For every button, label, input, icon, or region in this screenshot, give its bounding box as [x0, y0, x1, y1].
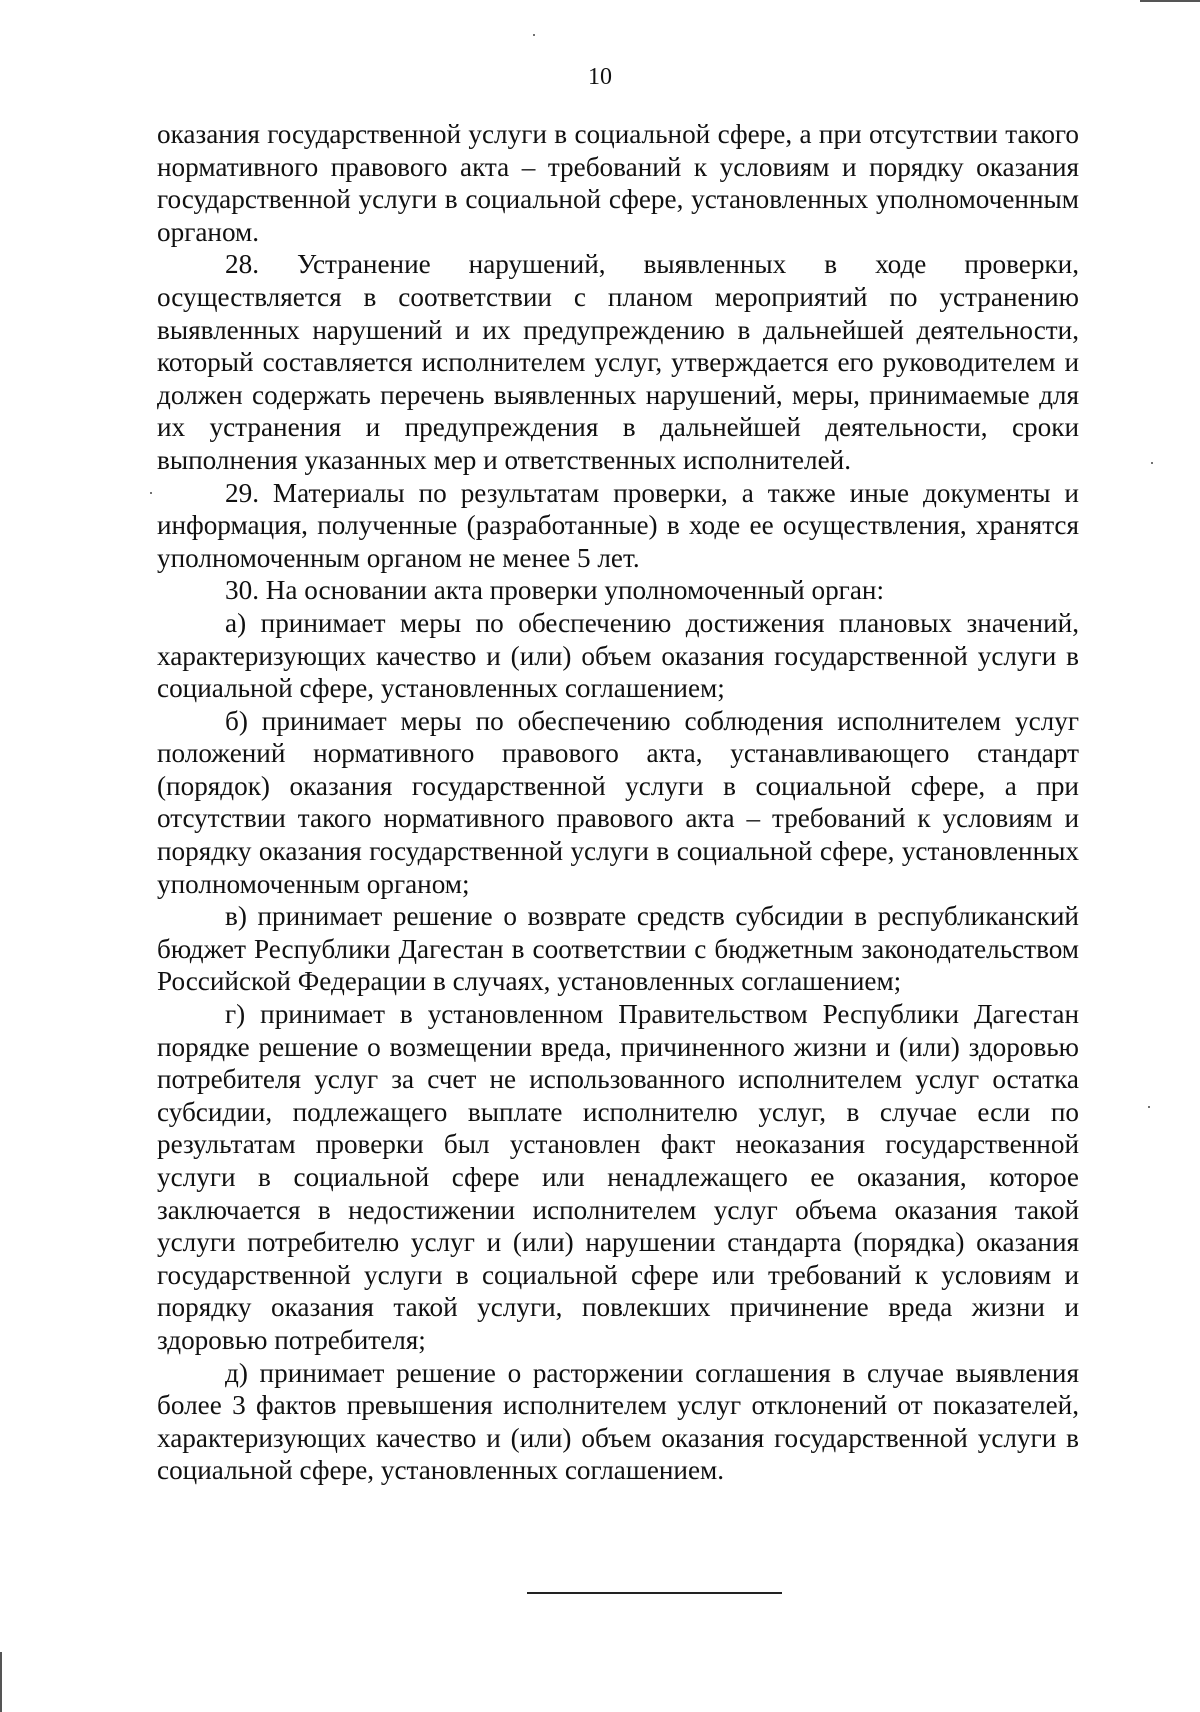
- paragraph-30-a: а) принимает меры по обеспечению достижения плановых значений, характеризующих качество и (или) объем оказания государственной услуги в социальной сфере, установленных соглашением;: [157, 607, 1079, 704]
- paragraph-29: 29. Материалы по результатам проверки, а также иные документы и информация, полученные (разработанные) в ходе ее осуществления, хранятся уполномоченным органом не менее 5 лет.: [157, 477, 1079, 573]
- paragraph-30-g: г) принимает в установленном Правительством Республики Дагестан порядке решение о возмещении вреда, причиненного жизни и (или) здоровью потребителя услуг за счет не использованного исполнителем услуг остатка субсидии, подлежащего выплате исполнителю услуг, в случае если по результатам проверки был установлен факт неоказания государственной услуги в социальной сфере или ненадлежащего ее оказания, которое заключается в недостижении исполнителем услуг объема оказания такой услуги потребителю услуг и (или) нарушении стандарта (порядка) оказания государственной услуги в социальной сфере или требований к условиям и порядку оказания такой услуги, повлекших причинение вреда жизни и здоровью потребителя;: [157, 999, 1079, 1355]
- scan-edge-mark: [0, 1652, 2, 1712]
- paragraph-30-b: б) принимает меры по обеспечению соблюдения исполнителем услуг положений нормативного правового акта, устанавливающего стандарт (порядок) оказания государственной услуги в социальной сфере, а при отсутствии такого нормативного правового акта – требований к условиям и порядку оказания государственной услуги в социальной сфере, установленных уполномоченным органом;: [157, 705, 1079, 899]
- paragraph-28: 28. Устранение нарушений, выявленных в ходе проверки, осуществляется в соответствии с планом мероприятий по устранению выявленных нарушений и их предупреждению в дальнейшей деятельности, который составляется исполнителем услуг, утверждается его руководителем и должен содержать перечень выявленных нарушений, меры, принимаемые для их устранения и предупреждения в дальнейшей деятельности, сроки выполнения указанных мер и ответственных исполнителей.: [157, 249, 1079, 475]
- scan-speck: [1148, 1106, 1150, 1108]
- scan-speck: [533, 34, 535, 36]
- page-number: 10: [588, 64, 612, 90]
- scan-edge-mark: [1140, 0, 1200, 2]
- paragraph-30: 30. На основании акта проверки уполномоченный орган:: [225, 575, 885, 606]
- paragraph-30-d: д) принимает решение о расторжении соглашения в случае выявления более 3 фактов превышения исполнителем услуг отклонений от показателей, характеризующих качество и (или) объем оказания государственной услуги в социальной сфере, установленных соглашением.: [157, 1357, 1079, 1486]
- end-of-text-rule: [527, 1592, 782, 1594]
- document-body: [157, 118, 1079, 1487]
- paragraph-30-v: в) принимает решение о возврате средств субсидии в республиканский бюджет Республики Дагестан в соответствии с бюджетным законодательством Российской Федерации в случаях, установленных соглашением;: [157, 901, 1079, 997]
- scan-speck: [1151, 462, 1153, 464]
- scan-speck: [150, 492, 152, 494]
- paragraph-continuation: оказания государственной услуги в социальной сфере, а при отсутствии такого нормативного правового акта – требований к условиям и порядку оказания государственной услуги в социальной сфере, установленных уполномоченным органом.: [157, 119, 1079, 247]
